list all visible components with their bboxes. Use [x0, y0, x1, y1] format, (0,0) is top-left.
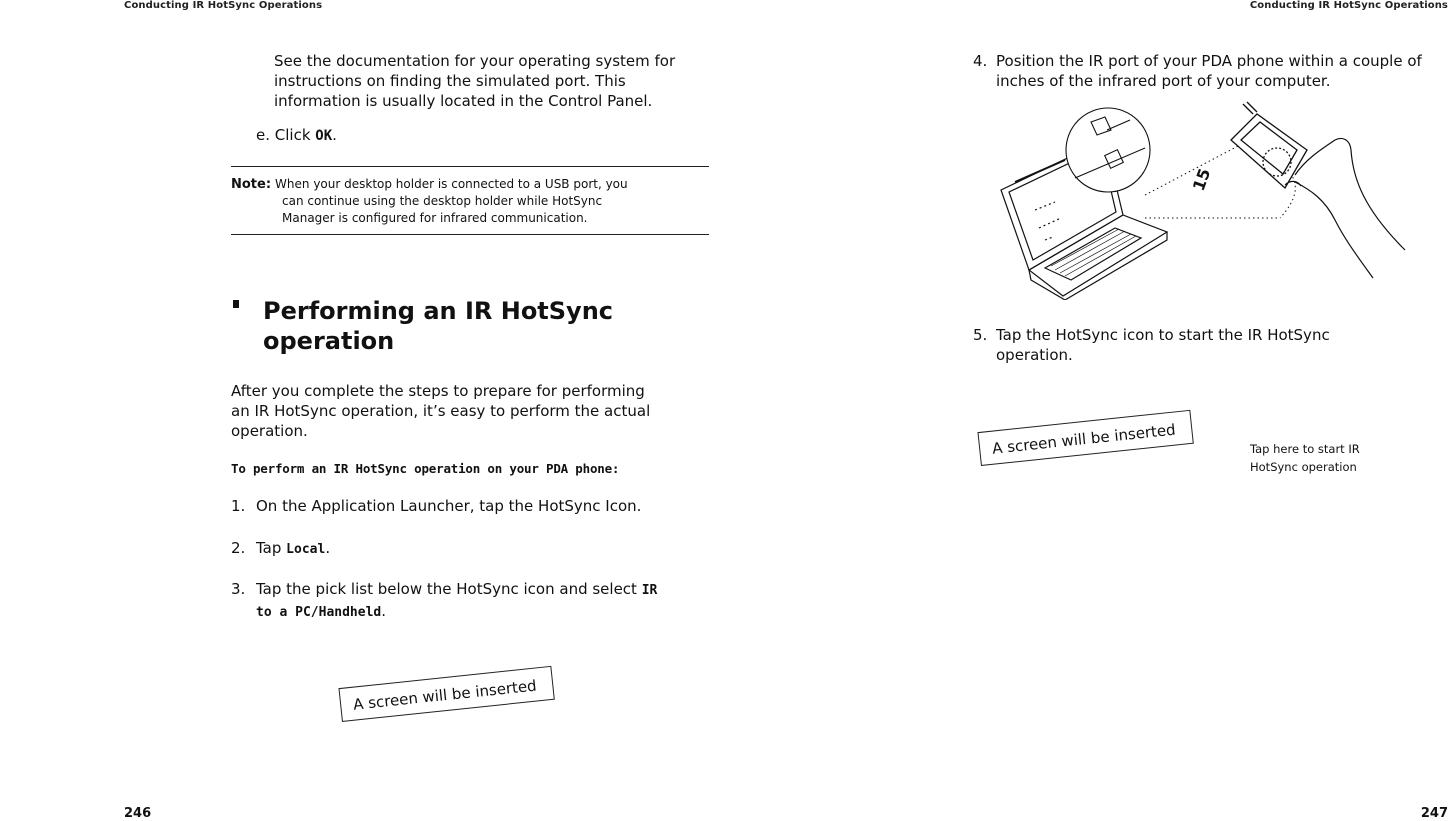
step-5	[973, 325, 1330, 364]
step-3-suffix: .	[381, 602, 387, 620]
step-number: 2.	[231, 539, 246, 557]
pc-handheld-keyword: to a PC/Handheld	[256, 605, 382, 620]
distance-label: 15	[1188, 165, 1215, 194]
step-5-line: Tap the HotSync icon to start the IR HotSync	[996, 326, 1330, 344]
paragraph-line: an IR HotSync operation, it’s easy to perform the actual	[231, 402, 651, 420]
intro-line: See the documentation for your operating system for	[274, 52, 676, 70]
page-number-right: 247	[1420, 806, 1448, 821]
callout-text	[1250, 440, 1360, 476]
intro-line: information is usually located in the Control Panel.	[274, 92, 653, 110]
hand-icon	[1285, 138, 1405, 278]
step-text	[256, 579, 657, 623]
right-page	[725, 0, 1450, 820]
step-e-suffix: .	[332, 126, 337, 144]
step-1	[231, 496, 642, 516]
screen-placeholder	[977, 410, 1194, 466]
local-keyword: Local	[286, 542, 326, 557]
note-box	[231, 166, 709, 235]
step-text: On the Application Launcher, tap the HotSync Icon.	[256, 497, 642, 515]
ir-alignment-illustration	[995, 100, 1415, 300]
step-2	[231, 538, 331, 558]
step-text	[996, 325, 1330, 365]
ok-keyword: OK	[315, 128, 333, 144]
ir-port-zoom-icon	[1066, 108, 1150, 192]
section-paragraph	[231, 381, 650, 441]
placeholder-text: A screen will be inserted	[991, 420, 1177, 458]
paragraph-line: After you complete the steps to prepare for performing	[231, 382, 645, 400]
intro-line: instructions on finding the simulated port. This	[274, 72, 626, 90]
callout-line: HotSync operation	[1250, 460, 1357, 474]
placeholder-text: A screen will be inserted	[352, 676, 538, 714]
running-head-right: Conducting IR HotSync Operations	[1249, 0, 1448, 11]
step-number: 5.	[973, 326, 988, 344]
section-title-line: operation	[263, 327, 395, 355]
step-3	[231, 579, 658, 620]
section-title-line: Performing an IR HotSync	[263, 297, 614, 325]
section-title	[263, 296, 613, 356]
step-2-suffix: .	[325, 539, 331, 557]
step-text	[256, 538, 330, 560]
step-4	[973, 51, 1422, 90]
running-head-left: Conducting IR HotSync Operations	[124, 0, 323, 11]
step-number: 3.	[231, 580, 246, 598]
note-text	[271, 176, 628, 193]
step-4-line: Position the IR port of your PDA phone within a couple of	[996, 52, 1422, 70]
step-4-line: inches of the infrared port of your computer.	[996, 72, 1331, 90]
section-bullet-icon	[233, 300, 239, 308]
step-e-prefix: e. Click	[256, 126, 316, 144]
step-text	[996, 51, 1422, 91]
procedure-heading: To perform an IR HotSync operation on your PDA phone:	[231, 461, 620, 476]
step-number: 1.	[231, 497, 246, 515]
note-line: Manager is configured for infrared communication.	[282, 211, 588, 225]
left-page	[0, 0, 725, 820]
note-line: can continue using the desktop holder while HotSync	[282, 194, 603, 208]
page-number-left: 246	[124, 806, 152, 821]
ir-keyword: IR	[641, 583, 658, 598]
step-e	[256, 125, 337, 146]
intro-paragraph	[274, 51, 675, 111]
step-number: 4.	[973, 52, 988, 70]
step-3-line: Tap the pick list below the HotSync icon and select	[256, 580, 642, 598]
screen-placeholder	[338, 666, 555, 722]
step-2-prefix: Tap	[256, 539, 287, 557]
note-line: When your desktop holder is connected to a USB port, you	[275, 177, 628, 191]
callout-line: Tap here to start IR	[1250, 442, 1360, 456]
note-label: Note:	[231, 177, 272, 192]
paragraph-line: operation.	[231, 422, 308, 440]
step-5-line: operation.	[996, 346, 1073, 364]
